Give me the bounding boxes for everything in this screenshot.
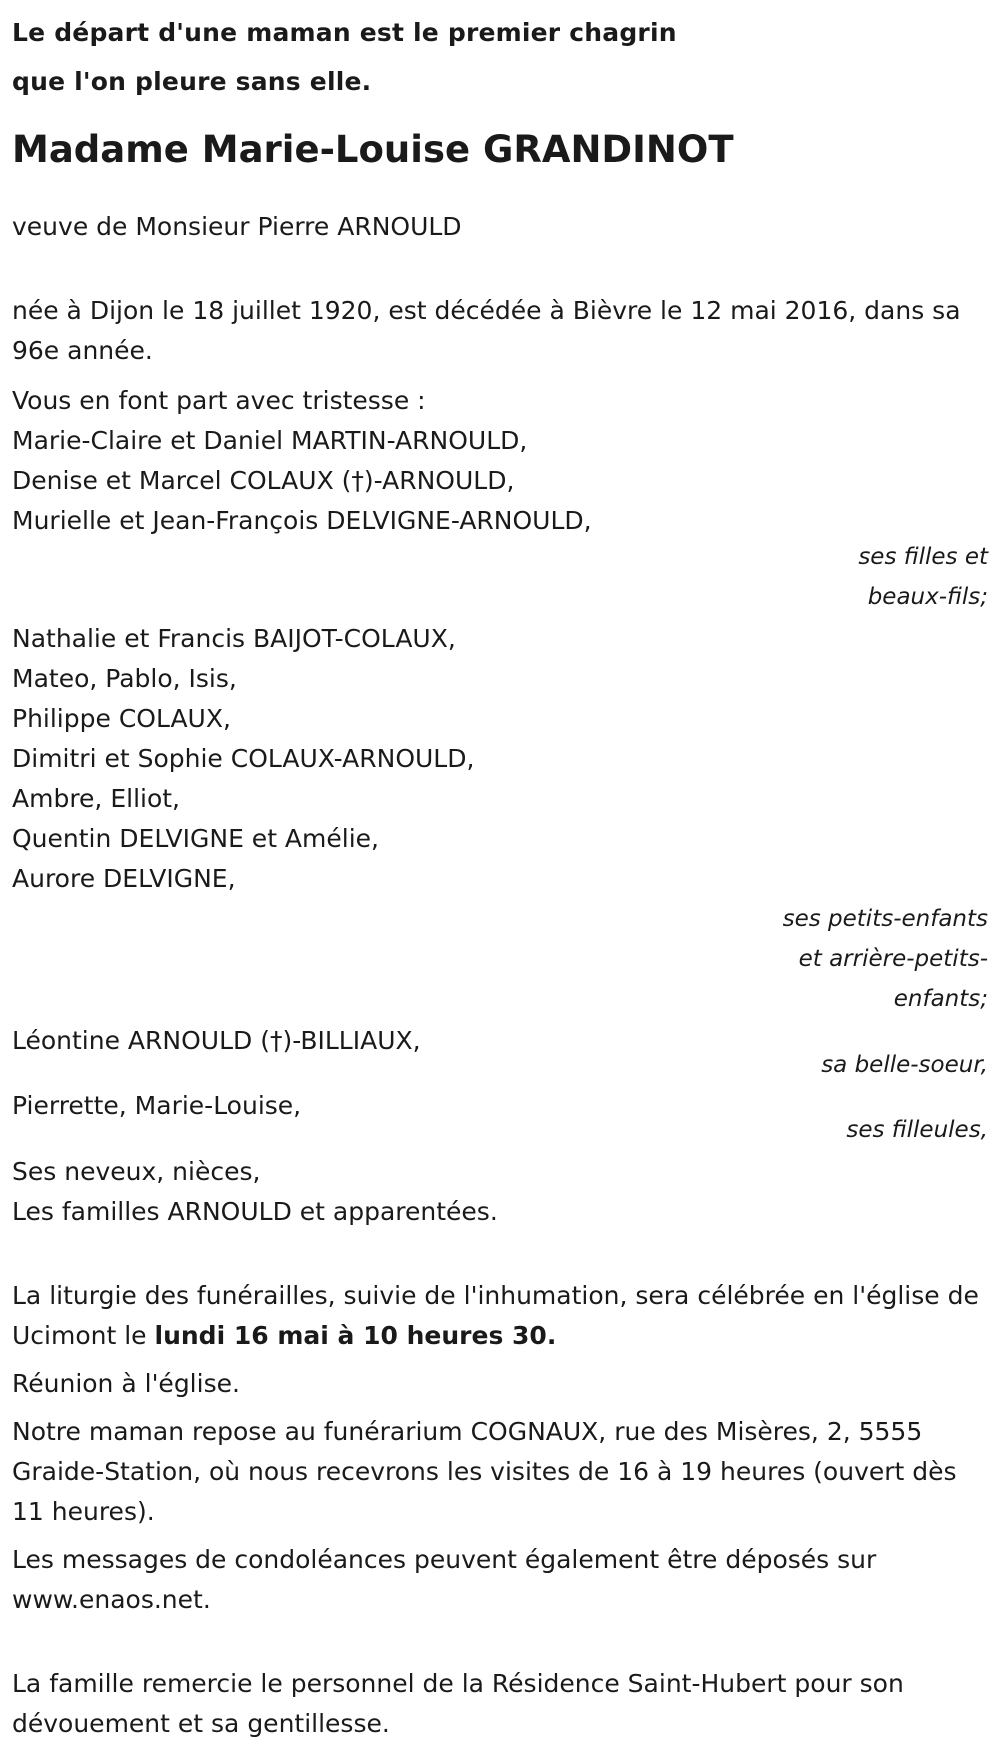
widow-of: veuve de Monsieur Pierre ARNOULD: [12, 212, 462, 241]
thanks-text: La famille remercie le personnel de la Résidence Saint-Hubert pour son dévouement et sa gentillesse.: [12, 1669, 904, 1738]
list-item: Nathalie et Francis BAIJOT-COLAUX,: [12, 624, 456, 653]
grandchildren-relation: [12, 899, 988, 1019]
relation-line: enfants;: [893, 986, 988, 1012]
grandchildren-list: [12, 619, 988, 899]
announcement-intro: Vous en font part avec tristesse :: [12, 386, 426, 415]
epigraph: [12, 0, 988, 106]
epigraph-line-1: Le départ d'une maman est le premier chagrin: [12, 18, 677, 47]
epigraph-line-2: que l'on pleure sans elle.: [12, 67, 372, 96]
funeral-text: La liturgie des funérailles, suivie de l'inhumation, sera célébrée en l'église de Ucimont le: [12, 1281, 979, 1350]
list-item: Ambre, Elliot,: [12, 784, 181, 813]
sister-in-law-relation: sa belle-soeur,: [821, 1052, 988, 1078]
list-item: Denise et Marcel COLAUX (†)-ARNOULD,: [12, 466, 515, 495]
list-item: Aurore DELVIGNE,: [12, 864, 236, 893]
relation-line: et arrière-petits-: [798, 946, 988, 972]
meeting-info: Réunion à l'église.: [12, 1369, 240, 1398]
list-item: Marie-Claire et Daniel MARTIN-ARNOULD,: [12, 426, 528, 455]
list-item: Philippe COLAUX,: [12, 704, 231, 733]
funeral-date: lundi 16 mai à 10 heures 30.: [154, 1321, 557, 1350]
birth-death-text: née à Dijon le 18 juillet 1920, est décédée à Bièvre le 12 mai 2016, dans sa 96e année.: [12, 296, 961, 365]
relation-line: beaux-fils;: [867, 584, 988, 610]
funerarium-info: Notre maman repose au funérarium COGNAUX, rue des Misères, 2, 5555 Graide-Station, où nous recevrons les visites de 16 à 19 heures (ouvert dès 11 heures).: [12, 1417, 957, 1526]
goddaughters-relation: ses filleules,: [846, 1117, 988, 1143]
other-relatives: [12, 1152, 988, 1232]
funeral-info: [12, 1276, 988, 1356]
others-line: Ses neveux, nièces,: [12, 1157, 261, 1186]
list-item: Murielle et Jean-François DELVIGNE-ARNOULD,: [12, 506, 592, 535]
deceased-name: Madame Marie-Louise GRANDINOT: [12, 128, 734, 171]
list-item: Mateo, Pablo, Isis,: [12, 664, 237, 693]
condolences-info: Les messages de condoléances peuvent également être déposés sur www.enaos.net.: [12, 1545, 877, 1614]
daughters-relation: [12, 537, 988, 617]
relation-line: ses filles et: [858, 544, 988, 570]
list-item: Dimitri et Sophie COLAUX-ARNOULD,: [12, 744, 475, 773]
daughters-list: [12, 421, 988, 541]
goddaughters-name: Pierrette, Marie-Louise,: [12, 1091, 302, 1120]
others-line: Les familles ARNOULD et apparentées.: [12, 1197, 498, 1226]
list-item: Quentin DELVIGNE et Amélie,: [12, 824, 379, 853]
sister-in-law-name: Léontine ARNOULD (†)-BILLIAUX,: [12, 1026, 421, 1055]
relation-line: ses petits-enfants: [782, 906, 988, 932]
